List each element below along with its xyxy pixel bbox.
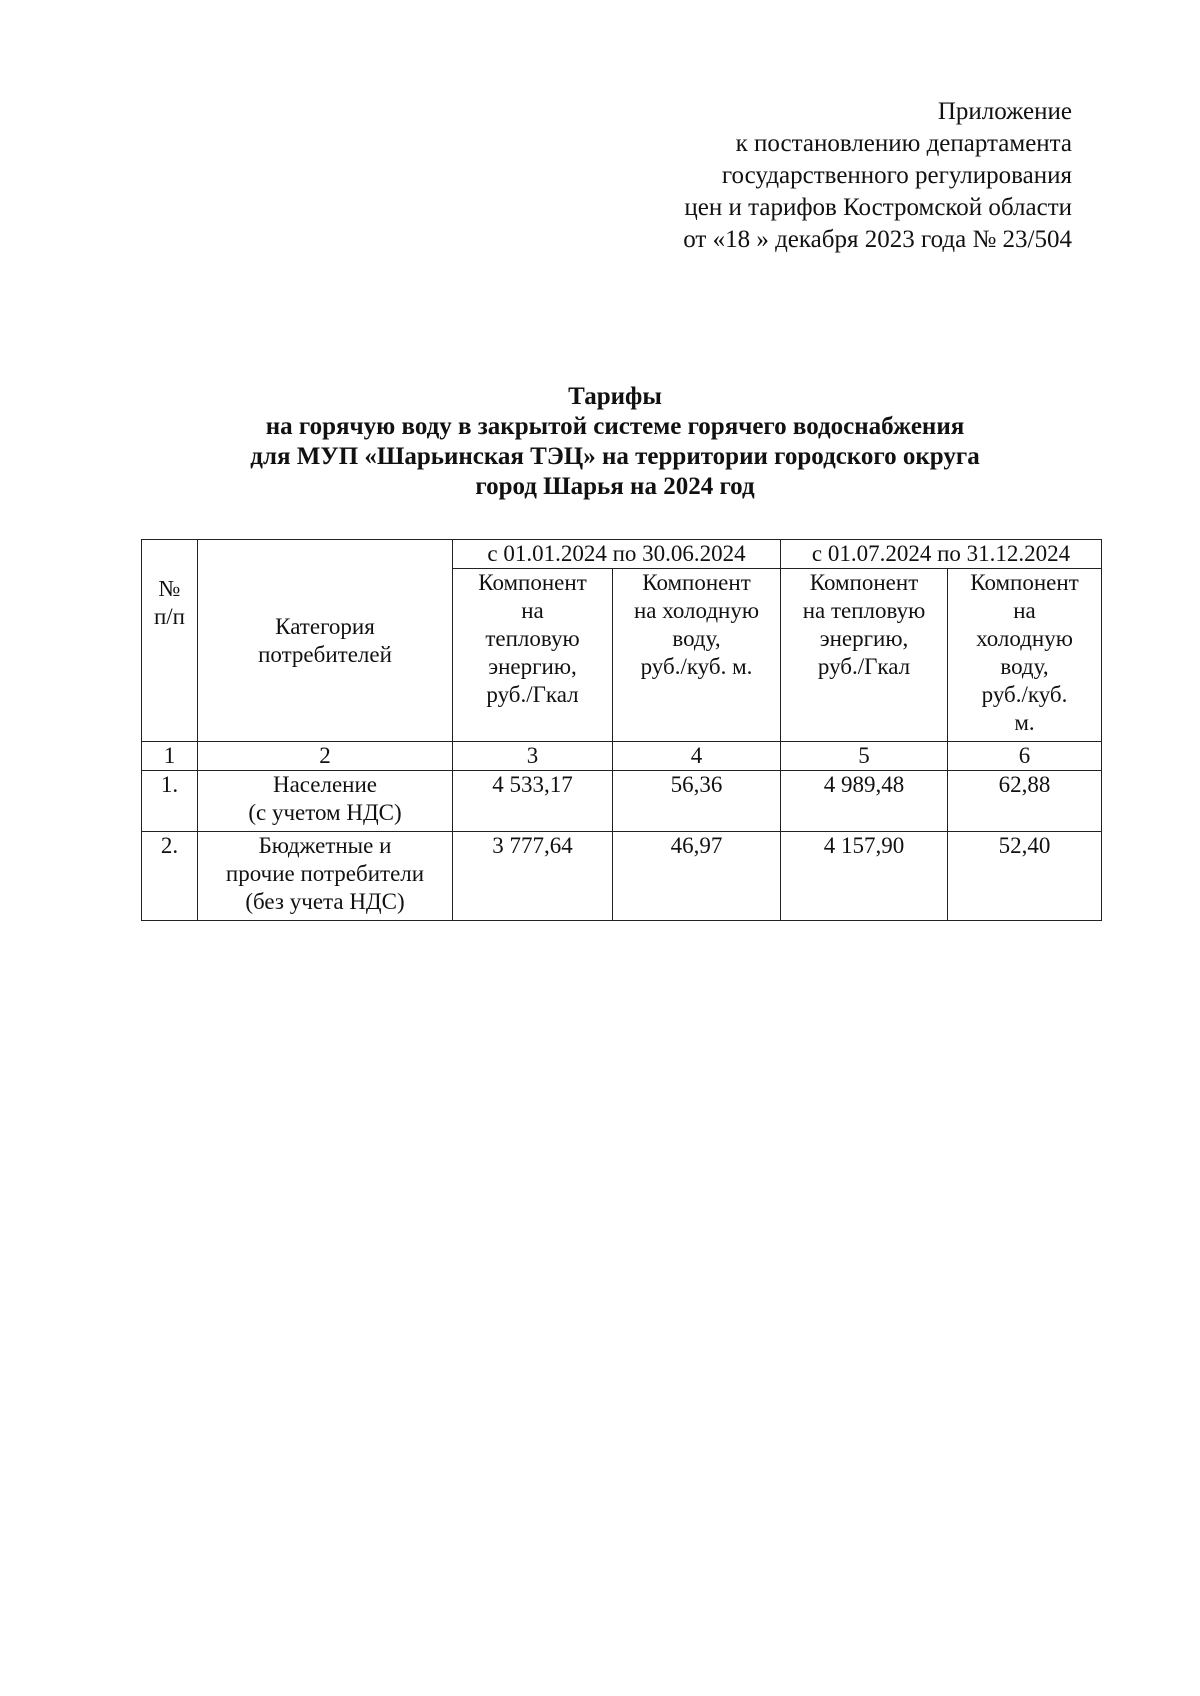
header-text: потребителей (258, 641, 392, 667)
column-number: 3 (453, 742, 613, 771)
tariff-value: 4 989,48 (781, 771, 948, 832)
row-number: 1. (142, 771, 198, 832)
header-text: на (521, 598, 544, 623)
header-text: на тепловую (802, 598, 926, 623)
header-text: руб./Гкал (817, 654, 911, 679)
header-text: руб./куб. (981, 682, 1068, 707)
header-text: п/п (153, 604, 185, 629)
title-line: для МУП «Шарьинская ТЭЦ» на территории городского округа (250, 443, 980, 470)
tariff-value: 4 157,90 (781, 832, 948, 921)
column-number: 4 (613, 742, 781, 771)
header-text: тепловую (485, 626, 580, 651)
tariffs-table (141, 539, 1102, 921)
header-text: воду, (1000, 654, 1049, 679)
category-text: (с учетом НДС) (248, 800, 402, 825)
category-text: Население (272, 772, 378, 797)
column-number-row (142, 742, 1102, 771)
header-text: холодную (976, 626, 1073, 651)
header-text: руб./куб. м. (640, 654, 753, 679)
table-row (142, 832, 1102, 921)
tariff-value: 52,40 (948, 832, 1102, 921)
appendix-line: Приложение (937, 98, 1072, 125)
title-line: на горячую воду в закрытой системе горячего водоснабжения (265, 413, 965, 440)
title-line: Тарифы (568, 383, 662, 410)
header-category (198, 540, 453, 742)
column-number: 1 (142, 742, 198, 771)
header-text: на (1013, 598, 1036, 623)
appendix-header (683, 96, 1072, 256)
category-text: прочие потребители (225, 861, 425, 886)
tariff-value: 46,97 (613, 832, 781, 921)
header-text: Компонент (642, 570, 751, 595)
tariff-value: 56,36 (613, 771, 781, 832)
header-heat-component-2 (781, 569, 948, 742)
consumer-category (198, 832, 453, 921)
category-text: Бюджетные и (258, 833, 392, 858)
header-text: Компонент (970, 570, 1079, 595)
header-text: № (158, 576, 181, 601)
table-row (142, 771, 1102, 832)
title-line: город Шарья на 2024 год (475, 473, 755, 500)
header-heat-component-1 (453, 569, 613, 742)
column-number: 6 (948, 742, 1102, 771)
header-text: на холодную (633, 598, 760, 623)
header-water-component-2 (948, 569, 1102, 742)
tariff-value: 3 777,64 (453, 832, 613, 921)
appendix-line: к постановлению департамента (735, 130, 1072, 157)
appendix-line: государственного регулирования (721, 162, 1072, 189)
column-number: 2 (198, 742, 453, 771)
header-text: м. (1014, 710, 1035, 735)
tariff-value: 4 533,17 (453, 771, 613, 832)
row-number: 2. (142, 832, 198, 921)
appendix-date-number: от «18 » декабря 2023 года № 23/504 (683, 226, 1072, 253)
header-period-1: с 01.01.2024 по 30.06.2024 (453, 540, 781, 569)
header-text: руб./Гкал (486, 682, 579, 707)
header-text: воду, (672, 626, 721, 651)
header-water-component-1 (613, 569, 781, 742)
header-period-2: с 01.07.2024 по 31.12.2024 (781, 540, 1102, 569)
header-text: Категория (275, 613, 375, 639)
header-text: Компонент (809, 570, 919, 595)
header-text: энергию, (819, 626, 909, 651)
consumer-category (198, 771, 453, 832)
appendix-line: цен и тарифов Костромской области (684, 194, 1072, 221)
column-number: 5 (781, 742, 948, 771)
category-text: (без учета НДС) (245, 889, 405, 914)
tariff-value: 62,88 (948, 771, 1102, 832)
header-number (142, 540, 198, 742)
document-title (0, 382, 1200, 502)
header-text: Компонент (478, 570, 587, 595)
header-text: энергию, (488, 654, 577, 679)
